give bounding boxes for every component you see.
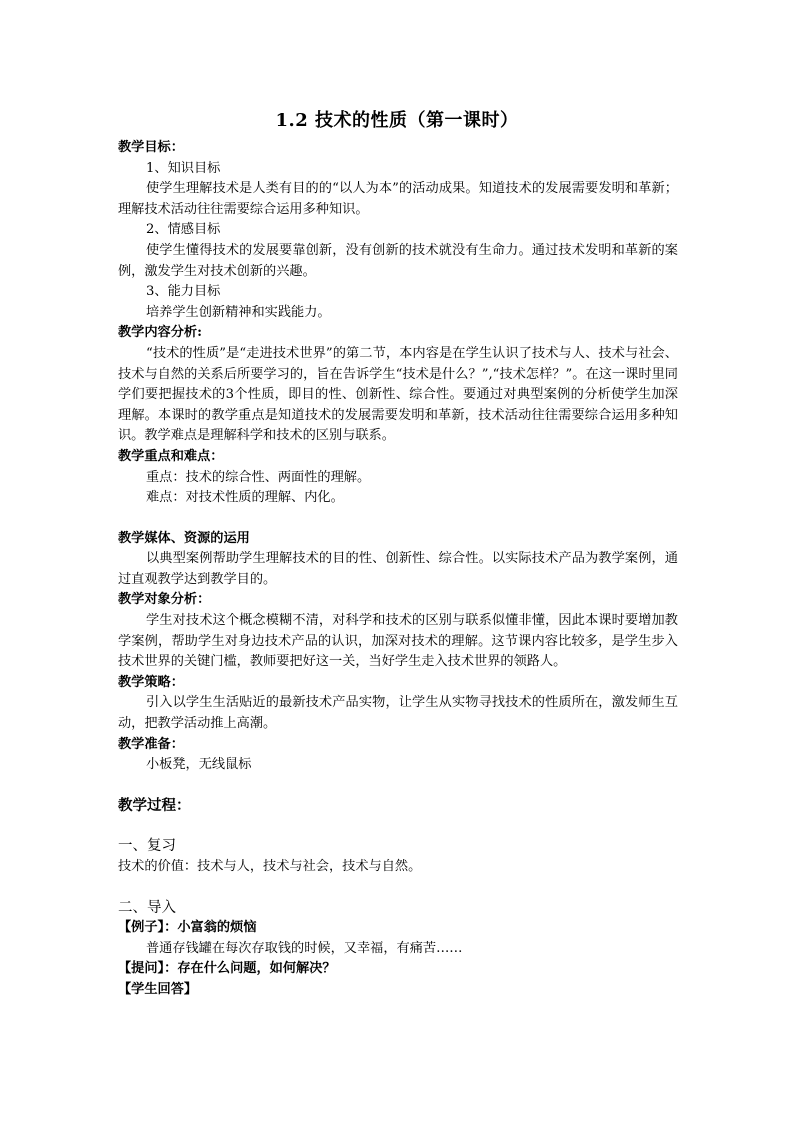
spacer — [118, 878, 678, 898]
content-analysis-text: “技术的性质”是“走进技术世界”的第二节，本内容是在学生认识了技术与人、技术与社会、技术与自然的关系后所要学习的，旨在告诉学生“技术是什么？”,“技术怎样？”。在这一课时里同学们要把握技术的3个性质，即目的性、创新性、综合性。要通过对典型案例的分析使学生加深理解。本课时的教学重点是知道技术的发展需要发明和革新，技术活动往往需要综合运用多种知识。教学难点是理解科学和技术的区别与联系。 — [118, 345, 678, 444]
goal-knowledge-text: 使学生理解技术是人类有目的的“以人为本”的活动成果。知道技术的发展需要发明和革新；理解技术活动往往需要综合运用多种知识。 — [118, 181, 678, 217]
section-heading-content-analysis: 教学内容分析: — [118, 325, 202, 341]
section-heading-media: 教学媒体、资源的运用 — [118, 530, 250, 546]
audience-text: 学生对技术这个概念模糊不清，对科学和技术的区别与联系似懂非懂，因此本课时要增加教学案例，帮助学生对身边技术产品的认识，加深对技术的理解。这节课内容比较多，是学生步入技术世界的关键门槛，教师要把好这一关，当好学生走入技术世界的领路人。 — [118, 613, 678, 670]
goal-knowledge-title: 1、知识目标 — [146, 160, 221, 176]
section-heading-intro: 二、导入 — [118, 899, 176, 916]
goal-emotion-text: 使学生懂得技术的发展要靠创新，没有创新的技术就没有生命力。通过技术发明和革新的案例，激发学生对技术创新的兴趣。 — [118, 242, 678, 279]
example-label: 【例子】：小富翁的烦恼 — [118, 920, 257, 936]
media-text: 以典型案例帮助学生理解技术的目的性、创新性、综合性。以实际技术产品为教学案例，通过直观教学达到教学目的。 — [118, 551, 678, 587]
spacer — [118, 816, 678, 836]
key-point-focus: 重点：技术的综合性、两面性的理解。 — [146, 469, 371, 485]
goal-emotion-title: 2、情感目标 — [146, 222, 221, 238]
goal-ability-text: 培养学生创新精神和实践能力。 — [146, 304, 331, 320]
strategy-text: 引入以学生生活贴近的最新技术产品实物，让学生从实物寻找技术的性质所在，激发师生互动，把教学活动推上高潮。 — [118, 695, 678, 732]
question-label: 【提问】：存在什么问题，如何解决？ — [118, 961, 336, 977]
section-heading-review: 一、复习 — [118, 838, 176, 855]
spacer — [118, 509, 678, 529]
section-heading-strategy: 教学策略： — [118, 674, 184, 690]
section-heading-key-points: 教学重点和难点： — [118, 448, 224, 464]
section-heading-goals: 教学目标： — [118, 140, 184, 155]
review-text: 技术的价值：技术与人，技术与社会，技术与自然。 — [118, 859, 422, 874]
section-heading-preparation: 教学准备： — [118, 736, 184, 752]
preparation-text: 小板凳，无线鼠标 — [146, 757, 252, 773]
goal-ability-title: 3、能力目标 — [146, 284, 221, 300]
spacer — [118, 776, 678, 796]
answer-label: 【学生回答】 — [118, 981, 198, 997]
section-heading-audience: 教学对象分析： — [118, 592, 211, 608]
section-heading-process: 教学过程： — [118, 796, 191, 814]
page-title: 1.2 技术的性质（第一课时） — [275, 110, 519, 131]
document-body — [118, 138, 678, 1001]
example-text: 普通存钱罐在每次存取钱的时候，又幸福，有痛苦…… — [146, 940, 463, 956]
key-point-difficulty: 难点：对技术性质的理解、内化。 — [146, 490, 344, 506]
